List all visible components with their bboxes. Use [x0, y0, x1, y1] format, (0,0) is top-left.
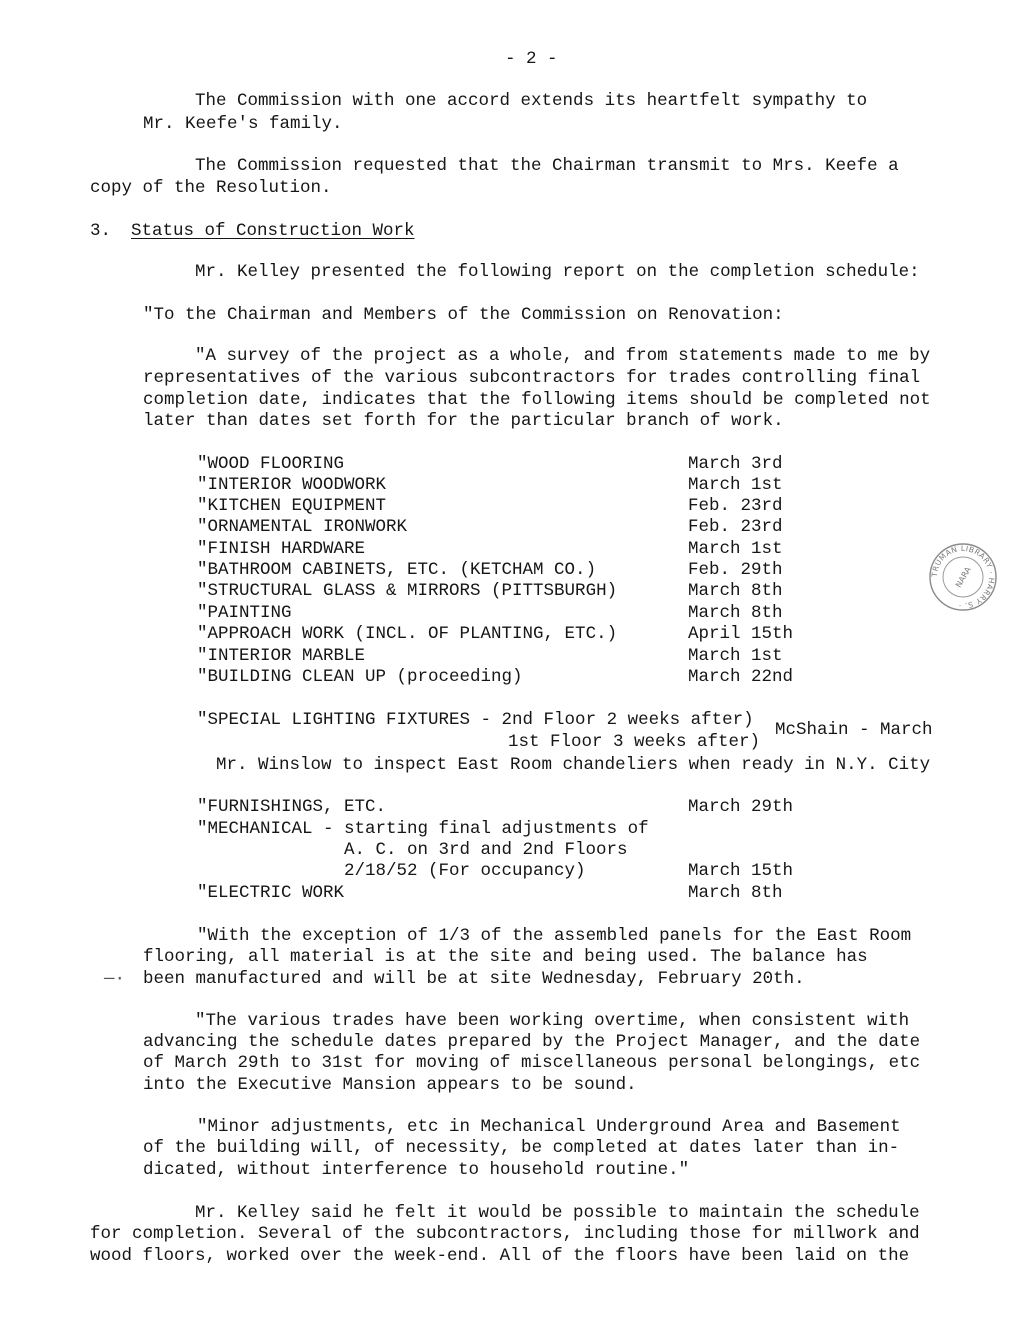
section-title: Status of Construction Work — [131, 221, 415, 241]
schedule-date: March 1st — [688, 646, 783, 666]
schedule-date: March 8th — [688, 603, 783, 623]
schedule-item: "KITCHEN EQUIPMENT — [197, 496, 387, 516]
survey-line: later than dates set forth for the particular branch of work. — [143, 411, 784, 431]
report-salutation: "To the Chairman and Members of the Commission on Renovation: — [143, 305, 784, 325]
section-intro: Mr. Kelley presented the following report on the completion schedule: — [195, 262, 920, 282]
schedule-item: "FURNISHINGS, ETC. — [197, 797, 387, 817]
paragraph-line: "Minor adjustments, etc in Mechanical Underground Area and Basement — [197, 1117, 901, 1137]
paragraph-line: "With the exception of 1/3 of the assembled panels for the East Room — [197, 926, 912, 946]
schedule-date: Feb. 23rd — [688, 496, 783, 516]
schedule-item: "FINISH HARDWARE — [197, 539, 366, 559]
survey-line: "A survey of the project as a whole, and from statements made to me by — [195, 346, 931, 366]
schedule-date: March 3rd — [688, 454, 783, 474]
paragraph-line: into the Executive Mansion appears to be sound. — [143, 1075, 637, 1095]
survey-line: representatives of the various subcontractors for trades controlling final — [143, 368, 921, 388]
schedule-date: March 29th — [688, 797, 794, 817]
schedule-date: March 1st — [688, 539, 783, 559]
schedule-item: "BATHROOM CABINETS, ETC. (KETCHAM CO.) — [197, 560, 597, 580]
paragraph-line: of March 29th to 31st for moving of miscellaneous personal belongings, etc — [143, 1053, 921, 1073]
paragraph-line: Mr. Kelley said he felt it would be possible to maintain the schedule — [195, 1203, 920, 1223]
paragraph-line: copy of the Resolution. — [90, 178, 332, 198]
schedule-date: Feb. 23rd — [688, 517, 783, 537]
schedule-date: March 15th — [688, 861, 794, 881]
page-number: - 2 - — [505, 49, 558, 69]
schedule-item: "INTERIOR WOODWORK — [197, 475, 387, 495]
schedule-item: "BUILDING CLEAN UP (proceeding) — [197, 667, 523, 687]
schedule-item-continued: 2/18/52 (For occupancy) — [344, 861, 586, 881]
section-number: 3. — [90, 221, 112, 241]
paragraph-line: been manufactured and will be at site Wednesday, February 20th. — [143, 969, 805, 989]
svg-text:TRUMAN LIBRARY · HARRY S. ·: TRUMAN LIBRARY · HARRY S. · — [929, 543, 997, 611]
lighting-line: "SPECIAL LIGHTING FIXTURES - 2nd Floor 2 weeks after) — [197, 710, 754, 730]
schedule-item: "ORNAMENTAL IRONWORK — [197, 517, 408, 537]
schedule-item: "STRUCTURAL GLASS & MIRRORS (PITTSBURGH) — [197, 581, 618, 601]
lighting-note: Mr. Winslow to inspect East Room chandeliers when ready in N.Y. City — [216, 755, 931, 775]
paragraph-line: flooring, all material is at the site and being used. The balance has — [143, 947, 868, 967]
survey-line: completion date, indicates that the following items should be completed not — [143, 390, 931, 410]
paragraph-line: The Commission requested that the Chairman transmit to Mrs. Keefe a — [195, 156, 899, 176]
schedule-item: "MECHANICAL - starting final adjustments of — [197, 819, 649, 839]
margin-mark: —· — [104, 969, 126, 989]
schedule-item: "APPROACH WORK (INCL. OF PLANTING, ETC.) — [197, 624, 618, 644]
schedule-item: "PAINTING — [197, 603, 292, 623]
paragraph-line: for completion. Several of the subcontractors, including those for millwork and — [90, 1224, 920, 1244]
lighting-line: 1st Floor 3 weeks after) — [508, 732, 761, 752]
archive-stamp — [928, 542, 998, 612]
schedule-date: April 15th — [688, 624, 794, 644]
paragraph-line: "The various trades have been working overtime, when consistent with — [195, 1011, 910, 1031]
schedule-date: March 1st — [688, 475, 783, 495]
lighting-contractor: McShain - March — [775, 720, 933, 740]
schedule-date: Feb. 29th — [688, 560, 783, 580]
paragraph-line: dicated, without interference to household routine." — [143, 1160, 690, 1180]
paragraph-line: Mr. Keefe's family. — [143, 114, 343, 134]
schedule-date: March 8th — [688, 581, 783, 601]
schedule-item: "ELECTRIC WORK — [197, 883, 345, 903]
schedule-item-continued: A. C. on 3rd and 2nd Floors — [344, 840, 628, 860]
paragraph-line: wood floors, worked over the week-end. All of the floors have been laid on the — [90, 1246, 910, 1266]
paragraph-line: The Commission with one accord extends its heartfelt sympathy to — [195, 91, 868, 111]
schedule-date: March 22nd — [688, 667, 794, 687]
schedule-item: "INTERIOR MARBLE — [197, 646, 366, 666]
schedule-date: March 8th — [688, 883, 783, 903]
schedule-item: "WOOD FLOORING — [197, 454, 345, 474]
paragraph-line: advancing the schedule dates prepared by the Project Manager, and the date — [143, 1032, 921, 1052]
svg-text:NARA: NARA — [953, 565, 973, 590]
paragraph-line: of the building will, of necessity, be completed at dates later than in- — [143, 1138, 900, 1158]
